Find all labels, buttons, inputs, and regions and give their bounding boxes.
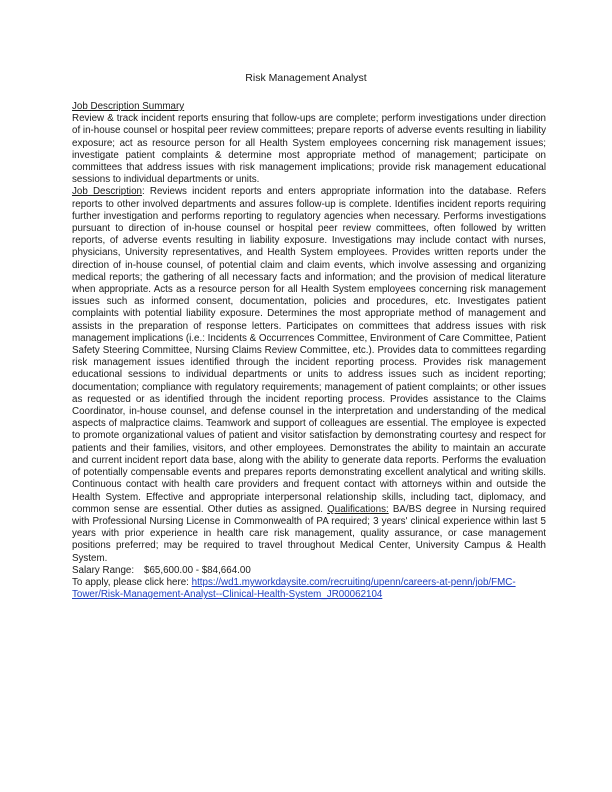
salary-line xyxy=(72,565,546,577)
summary-section xyxy=(72,101,546,186)
description-text: : Reviews incident reports and enters appropriate information into the database. Refers reports to other involved departments and assures follow-up is complete. Identifies incident reports requiring further investigation and performs reporting to regulatory agencies when necessary. Performs investigations pursuant to direction of in-house counsel or hospital peer review committees, often followed by written reports, of adverse events resulting in liability exposure. Investigations may include contact with nurses, physicians, University representatives, and Health System employees. Provides written reports under the direction of in-house counsel, of potential claim and claim events, which involve assessing and organizing medical reports; the gathering of all necessary facts and information; and the provision of medical literature when appropriate. Acts as a resource person for all Health System employees concerning risk management issues such as informed consent, documentation, policies and procedures, etc. Investigates patient complaints with potential liability exposure. Determines the most appropriate method of management and assists in the preparation of response letters. Participates on committees that address issues with risk management implications (i.e.: Incidents & Occurrences Committee, Environment of Care Committee, Patient Safety Steering Committee, Nursing Claims Review Committee, etc.). Provides data to committees regarding risk management issues identified through the incident reporting process. Provides risk management educational sessions to individual departments or units to address issues such as incident reporting; documentation; compliance with regulatory requirements; management of patient complaints; or other issues as requested or as identified through the incident reporting process. Provides assistance to the Claims Coordinator, in-house counsel, and defense counsel in the interpretation and understanding of the medical aspects of malpractice claims. Teamwork and support of colleagues are essential. The employee is expected to promote organizational values of patient and visitor satisfaction by demonstrating courtesy and respect for patients and their families, visitors, and other employees. Demonstrates the ability to maintain an accurate and current incident report data base, along with the ability to generate data reports. Performs the evaluation of potentially compensable events and prepares reports demonstrating excellent analytical and writing skills. Continuous contact with health care providers and frequent contact with attorneys within and outside the Health System. Effective and appropriate interpersonal relationship skills, including tact, diplomacy, and common sense are essential. Other duties as assigned. xyxy=(72,186,546,515)
apply-line xyxy=(72,577,546,601)
description-section xyxy=(72,186,546,564)
salary-label: Salary Range: xyxy=(72,564,135,576)
salary-value: $65,600.00 - $84,664.00 xyxy=(144,564,251,576)
document-body xyxy=(72,101,546,601)
description-heading: Job Description xyxy=(72,186,142,198)
summary-heading: Job Description Summary xyxy=(72,101,185,112)
qualifications-heading: Qualifications: xyxy=(327,503,389,515)
apply-link[interactable]: https://wd1.myworkdaysite.com/recruiting/upenn/careers-at-penn/job/FMC-Tower/Risk-Management-Analyst--Clinical-Health-System_JR00062104 xyxy=(72,576,516,601)
document-title: Risk Management Analyst xyxy=(245,72,367,84)
summary-text: Review & track incident reports ensuring that follow-ups are complete; perform investigations under direction of in-house counsel or hospital peer review committees; prepare reports of adverse events resulting in liability exposure; act as resource person for all Health System employees concerning risk management issues; investigate patient complaints & determine most appropriate method of management; participate on committees that address issues with risk management implications; provide risk management educational sessions to individual departments or units. xyxy=(72,113,546,186)
apply-text: To apply, please click here: xyxy=(72,576,192,588)
qualifications-text: BA/BS degree in Nursing required with Professional Nursing License in Commonwealth of PA required; 3 years' clinical experience within last 5 years with prior experience in health care risk management, quality assurance, or case management positions preferred; may be required to travel throughout Medical Center, University Campus & Health System. xyxy=(72,503,546,564)
